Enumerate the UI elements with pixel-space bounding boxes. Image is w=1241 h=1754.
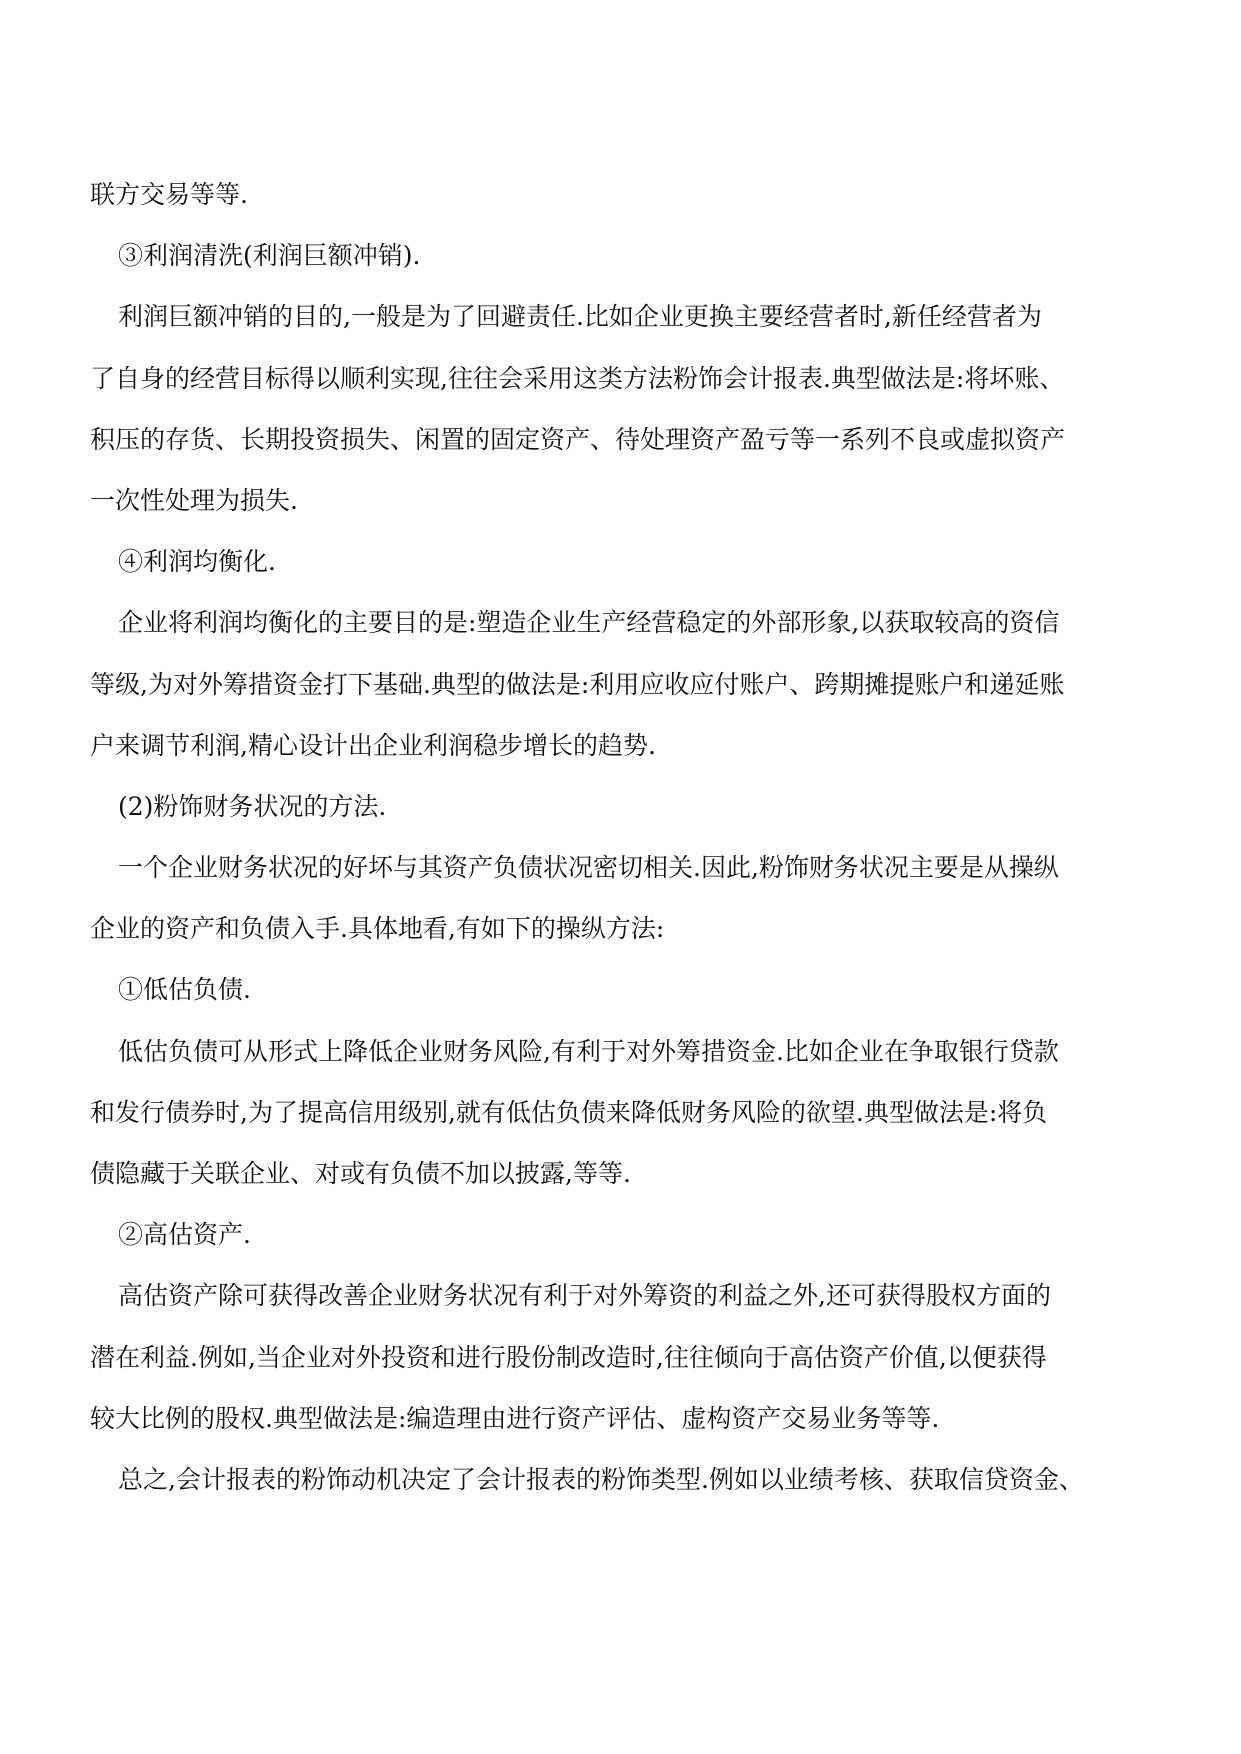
text-line: 较大比例的股权.典型做法是:编造理由进行资产评估、虚构资产交易业务等等.: [90, 1403, 940, 1433]
body-text: [90, 164, 1150, 1510]
text-line: 积压的存货、长期投资损失、闲置的固定资产、待处理资产盈亏等一系列不良或虚拟资产: [90, 424, 1066, 454]
text-line: 债隐藏于关联企业、对或有负债不加以披露,等等.: [90, 1159, 631, 1188]
text-line: 潜在利益.例如,当企业对外投资和进行股份制改造时,往往倾向于高估资产价值,以便获得: [90, 1342, 1047, 1372]
text-line: 一次性处理为损失.: [90, 485, 298, 515]
text-line: 企业将利润均衡化的主要目的是:塑造企业生产经营稳定的外部形象,以获取较高的资信: [118, 608, 1060, 638]
text-line: ④利润均衡化.: [118, 547, 276, 577]
text-line: 总之,会计报表的粉饰动机决定了会计报表的粉饰类型.例如以业绩考核、获取信贷资金、: [118, 1464, 1084, 1494]
text-line: 利润巨额冲销的目的,一般是为了回避责任.比如企业更换主要经营者时,新任经营者为: [118, 302, 1042, 332]
text-line: 了自身的经营目标得以顺利实现,往往会采用这类方法粉饰会计报表.典型做法是:将坏账、: [90, 363, 1065, 393]
text-line: 高估资产除可获得改善企业财务状况有利于对外筹资的利益之外,还可获得股权方面的: [118, 1281, 1051, 1311]
text-line: 户来调节利润,精心设计出企业利润稳步增长的趋势.: [90, 730, 656, 760]
text-line: 低估负债可从形式上降低企业财务风险,有利于对外筹措资金.比如企业在争取银行贷款: [118, 1036, 1059, 1066]
text-line: 联方交易等等.: [90, 180, 248, 209]
text-line: ①低估负债.: [118, 975, 251, 1005]
text-line: 等级,为对外筹措资金打下基础.典型的做法是:利用应收应付账户、跨期摊提账户和递延账: [90, 669, 1065, 699]
text-line: (2)粉饰财务状况的方法.: [118, 791, 387, 821]
text-line: ③利润清洗(利润巨额冲销).: [118, 241, 421, 271]
text-line: 和发行债券时,为了提高信用级别,就有低估负债来降低财务风险的欲望.典型做法是:将负: [90, 1097, 1048, 1127]
text-line: 一个企业财务状况的好坏与其资产负债状况密切相关.因此,粉饰财务状况主要是从操纵: [118, 853, 1059, 883]
text-line: 企业的资产和负债入手.具体地看,有如下的操纵方法:: [90, 914, 665, 944]
text-line: ②高估资产.: [118, 1220, 251, 1250]
